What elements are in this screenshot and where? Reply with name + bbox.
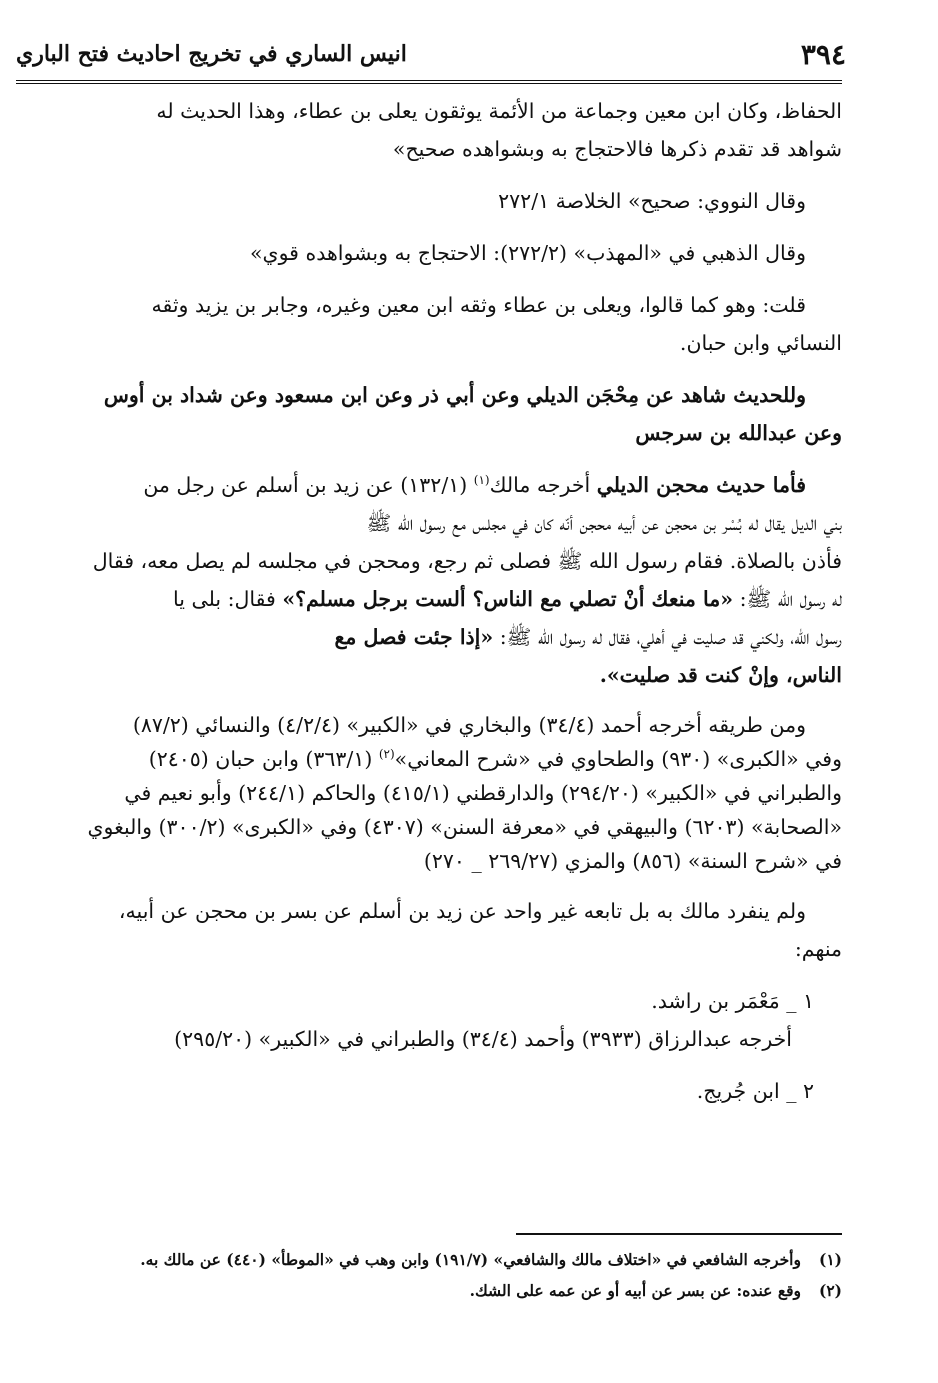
list-item-1: ١ _ مَعْمَر بن راشد.: [651, 989, 814, 1013]
text-line: في «شرح السنة» (٨٥٦) والمزي (٢٦٩/٢٧ _ ٢٧٠): [423, 849, 842, 873]
bold-phrase: فأما حديث محجن الديلي: [596, 473, 806, 497]
text-fragment: فقال: بلى يا: [173, 587, 283, 611]
text-line: ولم ينفرد مالك به بل تابعه غير واحد عن زيد بن أسلم عن بسر بن محجن عن أبيه،: [118, 899, 806, 923]
text-line: منهم:: [794, 937, 842, 961]
footnote-ref-1: (١): [473, 473, 490, 488]
footnote-text: وأخرجه الشافعي في «اختلاف مالك والشافعي» (١٩١/٧) وابن وهب في «الموطأ» (٤٤٠) عن مالك به.: [140, 1250, 801, 1269]
paragraph-3: وقال الذهبي في «المهذب» (٢٧٢/٢): الاحتجاج به وبشواهده قوي»: [249, 241, 806, 265]
footnote-number: (٢): [818, 1281, 842, 1300]
text-line: قلت: وهو كما قالوا، ويعلى بن عطاء وثقه ابن معين وغيره، وجابر بن يزيد وثقه: [151, 293, 806, 317]
text-fragment: أخرجه مالك: [489, 473, 597, 497]
text-line: الحفاظ، وكان ابن معين وجماعة من الأئمة يوثقون يعلى بن عطاء، وهذا الحديث له: [156, 99, 842, 123]
hadith-quote: «ما منعك أنْ تصلي مع الناس؟ ألست برجل مسلم؟»: [282, 587, 734, 611]
footnote-text: وقع عنده: عن بسر عن أبيه أو عن عمه على الشك.: [469, 1281, 801, 1300]
paragraph-4: [18, 286, 842, 362]
hadith-quote: الناس، وإنْ كنت قد صليت».: [599, 663, 842, 687]
list-item-2: ٢ _ ابن جُريج.: [696, 1079, 814, 1103]
text-fragment: (١٣٢/١) عن زيد بن أسلم عن رجل من: [143, 473, 474, 497]
main-text: [18, 92, 842, 1110]
footnote-ref-2: (٢): [378, 747, 395, 762]
running-title: انيس الساري في تخريج احاديث فتح الباري: [16, 41, 407, 67]
text-line: فأذن بالصلاة. فقام رسول الله ﷺ فصلى ثم رجع، ومحجن في مجلسه لم يصل معه، فقال: [92, 549, 842, 573]
list-item-1-detail: أخرجه عبدالرزاق (٣٩٣٣) وأحمد (٣٤/٤) والطبراني في «الكبير» (٢٩٥/٢٠): [174, 1027, 792, 1051]
text-line: وللحديث شاهد عن مِحْجَن الديلي وعن أبي ذر وعن ابن مسعود وعن شداد بن أوس: [103, 383, 806, 407]
paragraph-5-heading: [18, 376, 842, 452]
text-line: النسائي وابن حبان.: [679, 331, 842, 355]
footnote-number: (١): [818, 1250, 842, 1269]
text-line: شواهد قد تقدم ذكرها فالاحتجاج به وبشواهده صحيح»: [392, 137, 842, 161]
text-line: وعن عبدالله بن سرجس: [635, 421, 842, 445]
text-fragment: وفي «الكبرى» (٩٣٠) والطحاوي في «شرح المعاني»: [394, 747, 842, 771]
text-line: والطبراني في «الكبير» (٢٩٤/٢٠) والدارقطني (٤١٥/١) والحاكم (٢٤٤/١) وأبو نعيم في: [124, 781, 842, 805]
paragraph-1: [18, 92, 842, 168]
paragraph-7: [18, 708, 842, 878]
text-fragment: (٣٦٣/١) وابن حبان (٢٤٠٥): [148, 747, 379, 771]
text-fragment: له رسول الله ﷺ:: [733, 587, 842, 611]
text-fragment: رسول الله، ولكني قد صليت في أهلي، فقال له رسول الله ﷺ:: [493, 625, 842, 649]
footnote-divider: [516, 1233, 842, 1235]
footnote-2: [18, 1275, 842, 1306]
footnotes: [18, 1244, 842, 1306]
footnote-1: [18, 1244, 842, 1275]
paragraph-6: [18, 466, 842, 694]
paragraph-8: [18, 892, 842, 968]
text-line: ومن طريقه أخرجه أحمد (٣٤/٤) والبخاري في «الكبير» (٤/٢/٤) والنسائي (٨٧/٢): [132, 713, 806, 737]
page-header: [16, 28, 846, 84]
paragraph-2: وقال النووي: صحيح» الخلاصة ٢٧٢/١: [498, 189, 806, 213]
hadith-quote: «إذا جئت فصل مع: [334, 625, 494, 649]
text-line: «الصحابة» (٦٢٠٣) والبيهقي في «معرفة السنن» (٤٣٠٧) وفي «الكبرى» (٣٠٠/٢) والبغوي: [87, 815, 842, 839]
text-line: بني الديل يقال له بُسْر بن محجن عن أبيه محجن أنّه كان في مجلس مع رسول الله ﷺ: [366, 511, 842, 535]
page-number: ٣٩٤: [800, 37, 846, 71]
